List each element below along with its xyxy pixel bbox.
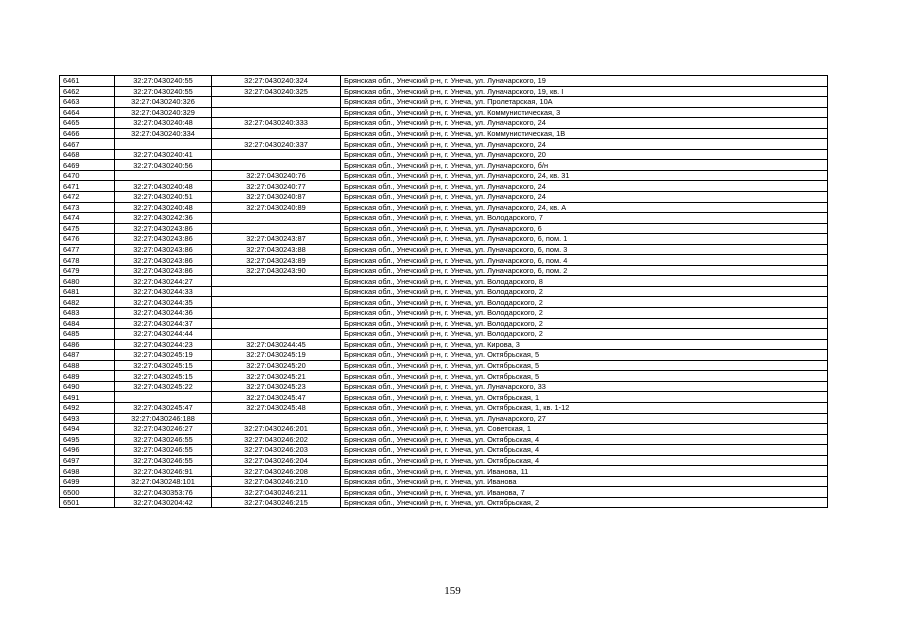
table-row — [60, 234, 828, 245]
table-row — [60, 476, 828, 487]
table-row — [60, 192, 828, 203]
address-cell: Брянская обл., Унечский р-н, г. Унеча, ул. Луначарского, 24, кв. 31 — [341, 170, 828, 181]
row-number-cell: 6496 — [60, 445, 115, 456]
table-row — [60, 445, 828, 456]
row-number-cell: 6463 — [60, 97, 115, 108]
address-cell: Брянская обл., Унечский р-н, г. Унеча, ул. Луначарского, 19 — [341, 76, 828, 87]
table-row — [60, 86, 828, 97]
cadastral-number-cell: 32:27:0430246:55 — [115, 445, 212, 456]
address-cell: Брянская обл., Унечский р-н, г. Унеча, ул. Октябрьская, 5 — [341, 360, 828, 371]
row-number-cell: 6494 — [60, 424, 115, 435]
cadastral-number-cell: 32:27:0430240:41 — [115, 149, 212, 160]
row-number-cell: 6467 — [60, 139, 115, 150]
table-row — [60, 223, 828, 234]
cadastral-number-cell: 32:27:0430240:48 — [115, 118, 212, 129]
table-row — [60, 487, 828, 498]
cadastral-number-cell — [212, 149, 341, 160]
address-cell: Брянская обл., Унечский р-н, г. Унеча, ул. Октябрьская, 5 — [341, 350, 828, 361]
address-cell: Брянская обл., Унечский р-н, г. Унеча, ул. Коммунистическая, 1В — [341, 128, 828, 139]
row-number-cell: 6461 — [60, 76, 115, 87]
cadastral-number-cell — [212, 160, 341, 171]
cadastral-number-cell: 32:27:0430240:76 — [212, 170, 341, 181]
cadastral-number-cell: 32:27:0430246:208 — [212, 466, 341, 477]
address-cell: Брянская обл., Унечский р-н, г. Унеча, ул. Кирова, 3 — [341, 339, 828, 350]
row-number-cell: 6484 — [60, 318, 115, 329]
cadastral-number-cell: 32:27:0430243:90 — [212, 265, 341, 276]
table-row — [60, 466, 828, 477]
address-cell: Брянская обл., Унечский р-н, г. Унеча, ул. Луначарского, 6, пом. 1 — [341, 234, 828, 245]
address-cell: Брянская обл., Унечский р-н, г. Унеча, ул. Коммунистическая, 3 — [341, 107, 828, 118]
table-row — [60, 118, 828, 129]
row-number-cell: 6473 — [60, 202, 115, 213]
row-number-cell: 6479 — [60, 265, 115, 276]
cadastral-number-cell: 32:27:0430244:44 — [115, 329, 212, 340]
cadastral-number-cell: 32:27:0430240:334 — [115, 128, 212, 139]
row-number-cell: 6471 — [60, 181, 115, 192]
table-row — [60, 402, 828, 413]
cadastral-number-cell: 32:27:0430244:36 — [115, 308, 212, 319]
table-row — [60, 455, 828, 466]
address-cell: Брянская обл., Унечский р-н, г. Унеча, ул. Луначарского, 24 — [341, 181, 828, 192]
address-cell: Брянская обл., Унечский р-н, г. Унеча, ул. Луначарского, 24, кв. А — [341, 202, 828, 213]
cadastral-number-cell: 32:27:0430245:23 — [212, 381, 341, 392]
table-row — [60, 276, 828, 287]
address-cell: Брянская обл., Унечский р-н, г. Унеча, ул. Иванова — [341, 476, 828, 487]
row-number-cell: 6470 — [60, 170, 115, 181]
row-number-cell: 6492 — [60, 402, 115, 413]
cadastral-number-cell: 32:27:0430240:55 — [115, 76, 212, 87]
cadastral-number-cell: 32:27:0430245:47 — [212, 392, 341, 403]
cadastral-number-cell — [212, 329, 341, 340]
cadastral-number-cell: 32:27:0430240:55 — [115, 86, 212, 97]
address-cell: Брянская обл., Унечский р-н, г. Унеча, ул. Луначарского, 33 — [341, 381, 828, 392]
row-number-cell: 6469 — [60, 160, 115, 171]
address-cell: Брянская обл., Унечский р-н, г. Унеча, ул. Луначарского, б/н — [341, 160, 828, 171]
cadastral-number-cell: 32:27:0430246:91 — [115, 466, 212, 477]
cadastral-number-cell — [212, 128, 341, 139]
cadastral-number-cell — [212, 213, 341, 224]
cadastral-number-cell — [212, 297, 341, 308]
cadastral-number-cell: 32:27:0430243:86 — [115, 234, 212, 245]
address-cell: Брянская обл., Унечский р-н, г. Унеча, ул. Луначарского, 6, пом. 4 — [341, 255, 828, 266]
cadastral-number-cell — [212, 107, 341, 118]
row-number-cell: 6498 — [60, 466, 115, 477]
cadastral-number-cell — [115, 139, 212, 150]
table-row — [60, 339, 828, 350]
cadastral-number-cell: 32:27:0430244:27 — [115, 276, 212, 287]
cadastral-number-cell: 32:27:0430245:20 — [212, 360, 341, 371]
row-number-cell: 6462 — [60, 86, 115, 97]
table-row — [60, 318, 828, 329]
cadastral-number-cell: 32:27:0430240:337 — [212, 139, 341, 150]
address-cell: Брянская обл., Унечский р-н, г. Унеча, ул. Луначарского, 24 — [341, 118, 828, 129]
cadastral-number-cell: 32:27:0430245:19 — [212, 350, 341, 361]
address-cell: Брянская обл., Унечский р-н, г. Унеча, ул. Луначарского, 19, кв. I — [341, 86, 828, 97]
row-number-cell: 6483 — [60, 308, 115, 319]
cadastral-number-cell: 32:27:0430240:87 — [212, 192, 341, 203]
cadastral-number-cell: 32:27:0430246:188 — [115, 413, 212, 424]
row-number-cell: 6468 — [60, 149, 115, 160]
cadastral-number-cell: 32:27:0430246:210 — [212, 476, 341, 487]
cadastral-number-cell: 32:27:0430240:333 — [212, 118, 341, 129]
table-row — [60, 244, 828, 255]
cadastral-number-cell: 32:27:0430248:101 — [115, 476, 212, 487]
table-row — [60, 434, 828, 445]
address-cell: Брянская обл., Унечский р-н, г. Унеча, ул. Володарского, 2 — [341, 286, 828, 297]
row-number-cell: 6466 — [60, 128, 115, 139]
row-number-cell: 6493 — [60, 413, 115, 424]
table-row — [60, 286, 828, 297]
row-number-cell: 6472 — [60, 192, 115, 203]
address-cell: Брянская обл., Унечский р-н, г. Унеча, ул. Октябрьская, 4 — [341, 445, 828, 456]
address-cell: Брянская обл., Унечский р-н, г. Унеча, ул. Луначарского, 20 — [341, 149, 828, 160]
cadastral-number-cell — [212, 286, 341, 297]
cadastral-number-cell: 32:27:0430246:211 — [212, 487, 341, 498]
table-row — [60, 308, 828, 319]
table-row — [60, 424, 828, 435]
address-cell: Брянская обл., Унечский р-н, г. Унеча, ул. Володарского, 8 — [341, 276, 828, 287]
cadastral-number-cell — [212, 223, 341, 234]
row-number-cell: 6464 — [60, 107, 115, 118]
cadastral-number-cell: 32:27:0430240:51 — [115, 192, 212, 203]
address-cell: Брянская обл., Унечский р-н, г. Унеча, ул. Октябрьская, 2 — [341, 497, 828, 508]
cadastral-number-cell: 32:27:0430246:55 — [115, 455, 212, 466]
row-number-cell: 6476 — [60, 234, 115, 245]
cadastral-number-cell: 32:27:0430246:202 — [212, 434, 341, 445]
address-cell: Брянская обл., Унечский р-н, г. Унеча, ул. Октябрьская, 5 — [341, 371, 828, 382]
row-number-cell: 6487 — [60, 350, 115, 361]
table-row — [60, 381, 828, 392]
cadastral-number-cell: 32:27:0430243:86 — [115, 255, 212, 266]
cadastral-number-cell: 32:27:0430243:89 — [212, 255, 341, 266]
table-row — [60, 497, 828, 508]
cadastral-number-cell: 32:27:0430244:33 — [115, 286, 212, 297]
cadastral-number-cell: 32:27:0430243:88 — [212, 244, 341, 255]
cadastral-number-cell: 32:27:0430240:329 — [115, 107, 212, 118]
cadastral-number-cell — [115, 170, 212, 181]
cadastral-number-cell — [115, 392, 212, 403]
cadastral-number-cell: 32:27:0430245:22 — [115, 381, 212, 392]
cadastral-number-cell: 32:27:0430243:87 — [212, 234, 341, 245]
address-cell: Брянская обл., Унечский р-н, г. Унеча, ул. Луначарского, 27 — [341, 413, 828, 424]
cadastral-number-cell: 32:27:0430245:15 — [115, 360, 212, 371]
cadastral-number-cell: 32:27:0430240:77 — [212, 181, 341, 192]
table-row — [60, 170, 828, 181]
table-row — [60, 265, 828, 276]
cadastral-number-cell: 32:27:0430246:204 — [212, 455, 341, 466]
cadastral-register-table — [59, 75, 828, 508]
address-cell: Брянская обл., Унечский р-н, г. Унеча, ул. Октябрьская, 1 — [341, 392, 828, 403]
cadastral-number-cell: 32:27:0430240:48 — [115, 181, 212, 192]
row-number-cell: 6480 — [60, 276, 115, 287]
row-number-cell: 6489 — [60, 371, 115, 382]
table-row — [60, 360, 828, 371]
table-row — [60, 181, 828, 192]
row-number-cell: 6495 — [60, 434, 115, 445]
cadastral-number-cell: 32:27:0430245:15 — [115, 371, 212, 382]
cadastral-number-cell: 32:27:0430245:47 — [115, 402, 212, 413]
row-number-cell: 6501 — [60, 497, 115, 508]
cadastral-number-cell: 32:27:0430243:86 — [115, 265, 212, 276]
row-number-cell: 6482 — [60, 297, 115, 308]
address-cell: Брянская обл., Унечский р-н, г. Унеча, ул. Луначарского, 6 — [341, 223, 828, 234]
cadastral-number-cell: 32:27:0430244:45 — [212, 339, 341, 350]
row-number-cell: 6500 — [60, 487, 115, 498]
address-cell: Брянская обл., Унечский р-н, г. Унеча, ул. Иванова, 7 — [341, 487, 828, 498]
cadastral-number-cell: 32:27:0430240:324 — [212, 76, 341, 87]
cadastral-number-cell: 32:27:0430245:19 — [115, 350, 212, 361]
table-row — [60, 76, 828, 87]
table-row — [60, 202, 828, 213]
row-number-cell: 6475 — [60, 223, 115, 234]
cadastral-number-cell: 32:27:0430240:325 — [212, 86, 341, 97]
address-cell: Брянская обл., Унечский р-н, г. Унеча, ул. Луначарского, 6, пом. 2 — [341, 265, 828, 276]
address-cell: Брянская обл., Унечский р-н, г. Унеча, ул. Володарского, 2 — [341, 308, 828, 319]
table-row — [60, 392, 828, 403]
cadastral-number-cell: 32:27:0430246:55 — [115, 434, 212, 445]
cadastral-number-cell: 32:27:0430244:23 — [115, 339, 212, 350]
address-cell: Брянская обл., Унечский р-н, г. Унеча, ул. Октябрьская, 1, кв. 1-12 — [341, 402, 828, 413]
cadastral-number-cell: 32:27:0430246:203 — [212, 445, 341, 456]
address-cell: Брянская обл., Унечский р-н, г. Унеча, ул. Советская, 1 — [341, 424, 828, 435]
table-row — [60, 149, 828, 160]
page-number: 159 — [444, 585, 461, 597]
cadastral-number-cell: 32:27:0430243:86 — [115, 244, 212, 255]
row-number-cell: 6465 — [60, 118, 115, 129]
cadastral-number-cell — [212, 413, 341, 424]
table-row — [60, 139, 828, 150]
table-row — [60, 97, 828, 108]
cadastral-number-cell: 32:27:0430240:326 — [115, 97, 212, 108]
address-cell: Брянская обл., Унечский р-н, г. Унеча, ул. Луначарского, 24 — [341, 139, 828, 150]
table-row — [60, 255, 828, 266]
address-cell: Брянская обл., Унечский р-н, г. Унеча, ул. Октябрьская, 4 — [341, 434, 828, 445]
address-cell: Брянская обл., Унечский р-н, г. Унеча, ул. Октябрьская, 4 — [341, 455, 828, 466]
address-cell: Брянская обл., Унечский р-н, г. Унеча, ул. Володарского, 2 — [341, 318, 828, 329]
cadastral-number-cell: 32:27:0430240:89 — [212, 202, 341, 213]
cadastral-number-cell — [212, 97, 341, 108]
cadastral-number-cell — [212, 308, 341, 319]
table-row — [60, 371, 828, 382]
cadastral-number-cell: 32:27:0430242:36 — [115, 213, 212, 224]
row-number-cell: 6477 — [60, 244, 115, 255]
table-row — [60, 350, 828, 361]
address-cell: Брянская обл., Унечский р-н, г. Унеча, ул. Луначарского, 6, пом. 3 — [341, 244, 828, 255]
row-number-cell: 6474 — [60, 213, 115, 224]
cadastral-number-cell — [212, 318, 341, 329]
row-number-cell: 6499 — [60, 476, 115, 487]
cadastral-number-cell: 32:27:0430204:42 — [115, 497, 212, 508]
address-cell: Брянская обл., Унечский р-н, г. Унеча, ул. Володарского, 2 — [341, 297, 828, 308]
cadastral-number-cell — [212, 276, 341, 287]
cadastral-number-cell: 32:27:0430246:215 — [212, 497, 341, 508]
cadastral-number-cell: 32:27:0430246:201 — [212, 424, 341, 435]
table-row — [60, 107, 828, 118]
table-row — [60, 160, 828, 171]
cadastral-number-cell: 32:27:0430244:37 — [115, 318, 212, 329]
row-number-cell: 6481 — [60, 286, 115, 297]
cadastral-number-cell: 32:27:0430240:48 — [115, 202, 212, 213]
address-cell: Брянская обл., Унечский р-н, г. Унеча, ул. Володарского, 2 — [341, 329, 828, 340]
cadastral-number-cell: 32:27:0430245:48 — [212, 402, 341, 413]
cadastral-number-cell: 32:27:0430243:86 — [115, 223, 212, 234]
row-number-cell: 6497 — [60, 455, 115, 466]
row-number-cell: 6485 — [60, 329, 115, 340]
address-cell: Брянская обл., Унечский р-н, г. Унеча, ул. Володарского, 7 — [341, 213, 828, 224]
cadastral-number-cell: 32:27:0430244:35 — [115, 297, 212, 308]
cadastral-number-cell: 32:27:0430245:21 — [212, 371, 341, 382]
row-number-cell: 6491 — [60, 392, 115, 403]
address-cell: Брянская обл., Унечский р-н, г. Унеча, ул. Пролетарская, 10А — [341, 97, 828, 108]
table-row — [60, 329, 828, 340]
cadastral-number-cell: 32:27:0430240:56 — [115, 160, 212, 171]
table-row — [60, 297, 828, 308]
table-row — [60, 413, 828, 424]
register-table-body — [60, 76, 828, 508]
table-row — [60, 213, 828, 224]
address-cell: Брянская обл., Унечский р-н, г. Унеча, ул. Луначарского, 24 — [341, 192, 828, 203]
cadastral-number-cell: 32:27:0430246:27 — [115, 424, 212, 435]
address-cell: Брянская обл., Унечский р-н, г. Унеча, ул. Иванова, 11 — [341, 466, 828, 477]
cadastral-number-cell: 32:27:0430353:76 — [115, 487, 212, 498]
row-number-cell: 6478 — [60, 255, 115, 266]
table-row — [60, 128, 828, 139]
row-number-cell: 6490 — [60, 381, 115, 392]
row-number-cell: 6486 — [60, 339, 115, 350]
row-number-cell: 6488 — [60, 360, 115, 371]
